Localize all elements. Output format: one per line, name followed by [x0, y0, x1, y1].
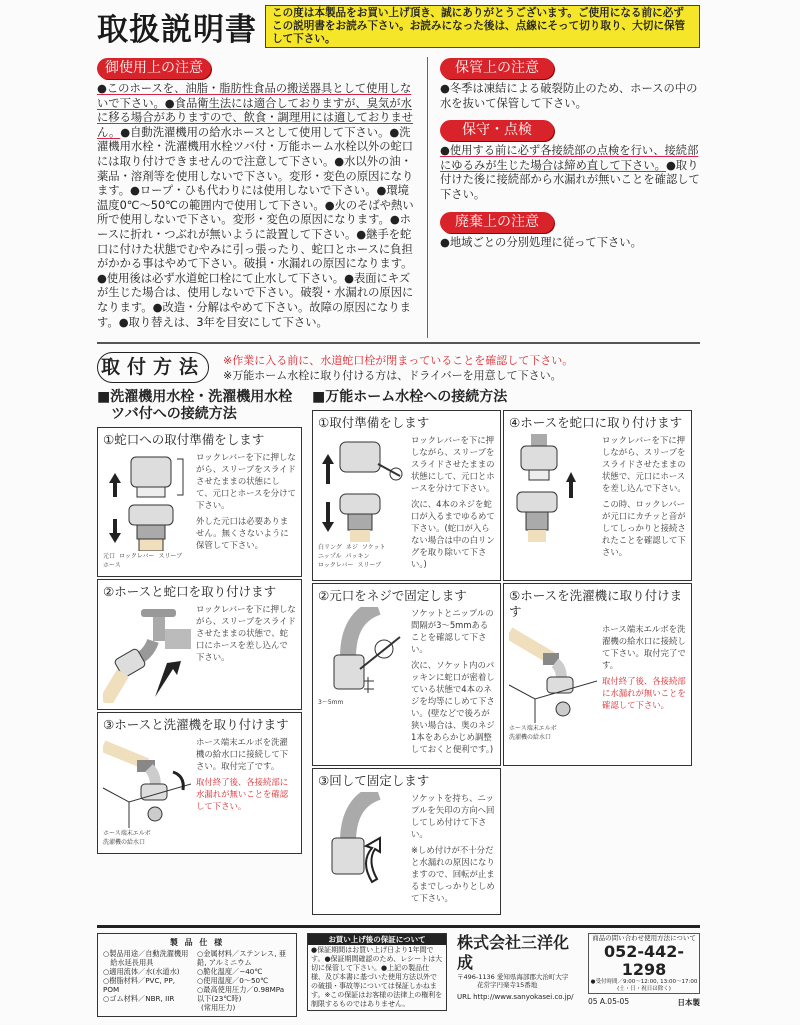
step-title: ①蛇口への取付準備をします — [103, 432, 265, 448]
rotate-fix-illustration — [318, 792, 406, 884]
storage-heading: 保管上の注意 — [440, 58, 554, 79]
step-title: ②元口をネジで固定します — [318, 588, 467, 604]
maintenance-heading: 保守・点検 — [440, 120, 554, 141]
label-elbow: ホース端末エルボ — [509, 725, 557, 733]
warranty-box — [307, 933, 447, 1011]
step-text: ホース端末エルボを洗濯機の給水口に接続して下さい。取付完了です。 — [602, 624, 686, 671]
caution-underlined-2: ●食品衛生法には適合しておりますが、臭気が水に移る場合がありますので、飲食・調理用には適しておりません。 — [97, 96, 414, 139]
label-socket: ソケット — [361, 544, 386, 552]
right-step-3 — [312, 768, 501, 915]
step-warning: 取付終了後、各接続部に水漏れが無いことを確認して下さい。 — [196, 777, 289, 812]
right-step-1 — [312, 410, 501, 581]
intro-banner: この度は本製品をお買い上げ頂き、誠にありがとうございます。ご使用になる前に必ずこの説明書をお読み下さい。お読みになった後は、点線にそって切り取り、大切に保管して下さい。 — [265, 5, 700, 48]
step-text-2: 次に、ソケット内のパッキンに蛇口が密着している状態で4本のネジを均等にしめて下さい。(壁などで後ろが狭い場合は、奥のネジ1本をあらかじめ調整しておくと便利です。) — [411, 660, 495, 755]
label-screw: ネジ — [345, 544, 358, 552]
spec-item: (常用圧力) — [201, 1003, 236, 1013]
spec-heading: 製 品 仕 様 — [169, 938, 225, 948]
label-lock-lever: ロックレバー — [318, 562, 354, 570]
left-step-2 — [97, 579, 302, 710]
spec-item: ○樹脂材料／PVC, PP, POM — [103, 976, 176, 995]
install-note-red: ※作業に入る前に、水道蛇口栓が閉まっていることを確認して下さい。 — [223, 353, 574, 367]
label-packing: パッキン — [345, 553, 370, 561]
spec-item: ○適用流体／水(水道水) — [103, 967, 180, 977]
step-text-2: ※しめ付けが不十分だと水漏れの原因になりますので、回転が止まるまでしっかりとしめて下さい。 — [411, 845, 495, 904]
install-heading: 取付方法 — [97, 352, 209, 383]
step-text-2: 外した元口は必要ありません。無くさないように保管して下さい。 — [196, 516, 289, 551]
spec-box — [97, 933, 297, 1017]
contact-hours: ●受付時間／9:00〜12:00, 13:00〜17:00 — [590, 979, 698, 986]
warranty-heading: お買い上げ後の保証について — [308, 934, 446, 945]
label-sleeve: スリーブ — [158, 553, 183, 561]
disposal-text: ●地域ごとの分別処理に従って下さい。 — [440, 235, 642, 249]
document-code: 05 A.05-05 — [588, 997, 630, 1007]
step-text: ロックレバーを下に押しながら、スリーブをスライドさせたままの状態にして、元口とホースを分けて下さい。 — [196, 452, 296, 511]
disposal-heading: 廃棄上の注意 — [440, 212, 554, 233]
step-warning: 取付終了後、各接続部に水漏れが無いことを確認して下さい。 — [602, 676, 686, 711]
screw-fix-illustration — [318, 607, 406, 697]
washer-inlet-illustration — [509, 623, 597, 723]
step-text: ロックレバーを下に押しながら、スリーブをスライドさせたままの状態で、元口にホースを差し込んで下さい。 — [602, 435, 686, 494]
step-text-2: この時、ロックレバーが元口にカチッと音がしてしっかりと接続されたことを確認して下さい。 — [602, 499, 686, 558]
step-text: ロックレバーを下に押しながら、スリーブをスライドさせたままの状態で、蛇口にホースを差し込んで下さい。 — [196, 604, 296, 663]
left-step-1 — [97, 427, 302, 577]
step-title: ④ホースを蛇口に取り付けます — [509, 415, 683, 431]
step-text: ロックレバーを下に押しながら、スリーブをスライドさせたままの状態にして、元口とホースを分けて下さい。 — [411, 435, 495, 494]
step-title: ③ホースと洗濯機を取り付けます — [103, 717, 289, 733]
maintenance-body: ●取り付けた後に接続部から水漏れが無いことを確認して下さい。 — [440, 158, 700, 201]
company-info — [457, 933, 578, 1002]
label-hose: ホース — [103, 562, 121, 570]
universal-adapter-illustration — [318, 434, 406, 542]
contact-label: 商品の問い合わせ使用方法について — [592, 934, 696, 943]
left-method-heading-2: ツバ付への接続方法 — [111, 406, 237, 423]
faucet-adapter-illustration — [103, 451, 191, 551]
label-white-ring: 白リング — [318, 544, 342, 552]
install-steps — [97, 389, 700, 917]
company-address-2: 花常字円楽寺15番地 — [477, 981, 538, 990]
spec-item: ○製品用途／自動洗濯機用 — [103, 949, 189, 959]
spec-item: ○脆化温度／−40℃ — [197, 967, 263, 977]
label-sleeve: スリーブ — [357, 562, 382, 570]
right-method-heading: ■万能ホーム水栓への接続方法 — [312, 389, 508, 406]
step-text-2: 次に、4本のネジを蛇口が入るまでゆるめて下さい。(蛇口が入らない場合は中の白リングを取り除いて下さい。) — [411, 499, 495, 570]
company-url[interactable]: URL http://www.sanyokasei.co.jp/ — [457, 993, 574, 1002]
step-text: ホース端末エルボを洗濯機の給水口に接続して下さい。取付完了です。 — [196, 737, 289, 772]
storage-text: ●冬季は凍結による破裂防止のため、ホースの中の水を抜いて保管して下さい。 — [440, 82, 698, 110]
right-step-4 — [503, 410, 692, 581]
caution-underlined-1: ●このホースを、油脂・脂肪性食品の搬送器具として使用しないで下さい。 — [97, 82, 412, 110]
country-of-origin: 日本製 — [677, 998, 700, 1008]
spec-item: 給水延長用具 — [103, 958, 154, 968]
spec-item: ○ゴム材料／NBR, IIR — [103, 994, 175, 1004]
caution-section — [97, 57, 700, 344]
faucet-hose-illustration — [103, 603, 191, 703]
label-elbow: ホース端末エルボ — [103, 830, 151, 838]
contact-phone[interactable]: 052-442-1298 — [603, 942, 685, 980]
document-title: 取扱説明書 — [97, 12, 257, 48]
right-step-2 — [312, 583, 501, 766]
label-motoguchi: 元口 — [103, 553, 116, 561]
maintenance-underlined: ●使用する前に必ず各接続部の点検を行い、接続部にゆるみが生じた場合は締め直して下さい。 — [440, 144, 699, 172]
spec-item: ○使用温度／0〜50℃ — [197, 976, 269, 986]
company-name: 株式会社三洋化成 — [457, 933, 570, 973]
left-method-heading: ■洗濯機用水栓・洗濯機用水栓 — [97, 389, 293, 406]
right-step-5 — [503, 583, 692, 766]
washer-inlet-illustration — [103, 736, 191, 828]
label-nipple: ニップル — [318, 553, 342, 561]
spec-item: ○最高使用圧力／0.98MPa以下(23℃時) — [197, 985, 285, 1004]
step-title: ③回して固定します — [318, 773, 430, 789]
caution-text — [97, 82, 419, 330]
maintenance-text — [440, 144, 700, 202]
label-lock-lever: ロックレバー — [119, 553, 155, 561]
hose-to-adapter-illustration — [509, 434, 589, 542]
company-address: 〒496-1136 愛知県海部郡大治町大字 — [457, 973, 569, 982]
step-title: ②ホースと蛇口を取り付けます — [103, 584, 277, 600]
label-inlet: 洗濯機の給水口 — [509, 734, 552, 742]
step-text: ソケットを持ち、ニップルを矢印の方向へ回してしめ付けて下さい。 — [411, 793, 495, 840]
spec-item: ○金属材料／ステンレス, 亜鉛, アルミニウム — [197, 949, 287, 968]
label-inlet: 洗濯機の給水口 — [103, 839, 146, 847]
step-text: ソケットとニップルの間隔が3〜5mmあることを確認して下さい。 — [411, 608, 494, 655]
left-step-3 — [97, 712, 302, 854]
footer — [97, 925, 700, 1017]
install-header — [97, 352, 700, 383]
install-note: ※万能ホーム水栓に取り付ける方は、ドライバーを用意して下さい。 — [223, 368, 562, 382]
contact-box — [588, 933, 700, 994]
contact-closed: (土・日・祝日は除く) — [617, 986, 671, 993]
step-title: ①取付準備をします — [318, 415, 430, 431]
header — [97, 4, 700, 49]
step-title: ⑤ホースを洗濯機に取り付けます — [509, 588, 683, 620]
caution-heading: 御使用上の注意 — [97, 58, 211, 79]
label-gap: 3〜5mm — [318, 699, 344, 707]
warranty-text: ●保証期間はお買い上げ日より1年間です。●保証期間確認のため、レシートは大切に保管して下さい。●上記の製品仕様、及び本書に基づいた使用方法以外での破損・事故等については保証しかねます。※この保証はお客様の法律上の権利を制限するものではありません。 — [311, 946, 443, 1009]
caution-body: ●自動洗濯機用の給水ホースとして使用して下さい。●洗濯機用水栓・洗濯機用水栓ツバ付・万能ホーム水栓以外の蛇口には取り付けできませんので注意して下さい。●水以外の油・薬品・溶剤等を使用しないで下さい。変形・変色の原因になります。●ロープ・ひも代わりには使用しないで下さい。●環境温度0℃〜50℃の範囲内で使用して下さい。●火のそばや熱い所で使用しないで下さい。変形・変色の原因になります。●ホースに折れ・つぶれが無いように設置して下さい。●継手を蛇口に付けた状態でむやみに引っ張ったり、蛇口とホースに負担がかかる事はやめて下さい。破損・水漏れの原因になります。●使用後は必ず水道蛇口栓にて止水して下さい。●表面にキズが生じた場合は、使用しないで下さい。破裂・水漏れの原因になります。●改造・分解はやめて下さい。故障の原因になります。●取り替えは、3年を目安にして下さい。 — [97, 125, 414, 329]
